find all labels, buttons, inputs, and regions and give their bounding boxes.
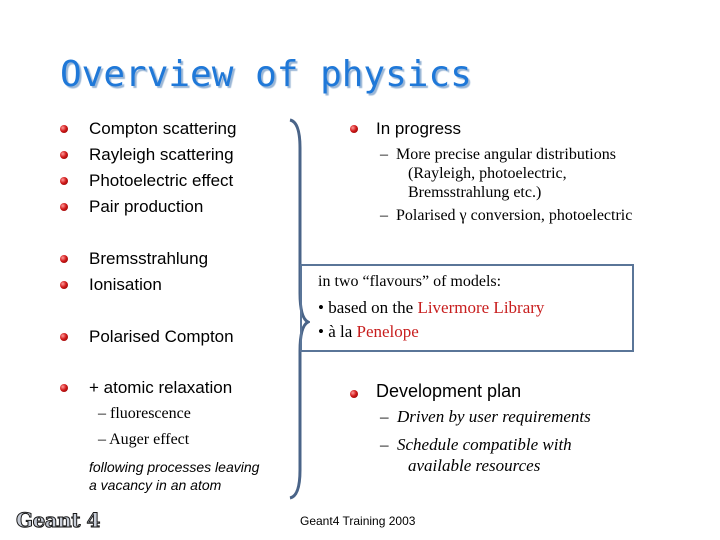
sub-list-item-label: Driven by user requirements	[397, 407, 591, 426]
list-item: Ionisation	[89, 275, 162, 294]
sub-list-item: – Driven by user requirements	[380, 407, 591, 426]
bullet-icon	[60, 177, 68, 185]
sub-list-line: (Rayleigh, photoelectric,	[408, 165, 567, 182]
page-title: Overview of physics	[60, 54, 472, 95]
sub-list-item-label: Polarised γ conversion, photoelectric	[396, 207, 633, 224]
sub-list-line: available resources	[408, 456, 541, 475]
bullet-icon	[60, 333, 68, 341]
list-item: Bremsstrahlung	[89, 249, 209, 268]
sub-list-item	[380, 145, 616, 202]
list-item: Pair production	[89, 197, 204, 216]
list-item: Photoelectric effect	[89, 171, 234, 190]
bullet-icon	[60, 203, 68, 211]
sub-list-item-label: fluorescence	[110, 405, 191, 422]
footer-text: Geant4 Training 2003	[300, 514, 416, 528]
sub-list-item-label: More precise angular distributions	[396, 146, 616, 163]
sub-list-item-label: Schedule compatible with	[397, 435, 572, 454]
note	[89, 458, 259, 494]
flavours-line	[318, 298, 544, 318]
sub-list-item	[380, 434, 572, 476]
bullet-icon	[60, 384, 68, 392]
bullet-icon	[60, 125, 68, 133]
flavours-line	[318, 322, 419, 342]
flavours-line-text: • à la	[318, 322, 357, 341]
bullet-icon	[350, 390, 358, 398]
bullet-icon	[60, 151, 68, 159]
sub-list-item: – Auger effect	[98, 431, 190, 448]
sub-list-line: – Schedule compatible with	[380, 435, 572, 454]
list-item: Rayleigh scattering	[89, 145, 234, 164]
list-item: + atomic relaxation	[89, 378, 233, 397]
note-line: a vacancy in an atom	[89, 477, 222, 493]
sub-list-line: Bremsstrahlung etc.)	[408, 184, 542, 201]
flavours-line-text: • based on the	[318, 298, 418, 317]
list-item: Compton scattering	[89, 119, 237, 138]
section-heading: In progress	[376, 119, 462, 138]
bullet-icon	[60, 281, 68, 289]
flavours-intro: in two “flavours” of models:	[318, 273, 502, 290]
bullet-icon	[60, 255, 68, 263]
sub-list-item: – Polarised γ conversion, photoelectric	[380, 207, 633, 224]
note-line: following processes leaving	[89, 459, 260, 475]
flavours-highlight: Livermore Library	[417, 298, 545, 317]
section-heading: Development plan	[376, 381, 522, 401]
flavours-highlight: Penelope	[356, 322, 419, 341]
sub-list-item: – fluorescence	[98, 405, 191, 422]
geant4-logo: Geant 4	[16, 508, 100, 532]
sub-list-line: – More precise angular distributions	[380, 146, 616, 163]
sub-list-item-label: Auger effect	[109, 431, 190, 448]
bullet-icon	[350, 125, 358, 133]
list-item: Polarised Compton	[89, 327, 234, 346]
